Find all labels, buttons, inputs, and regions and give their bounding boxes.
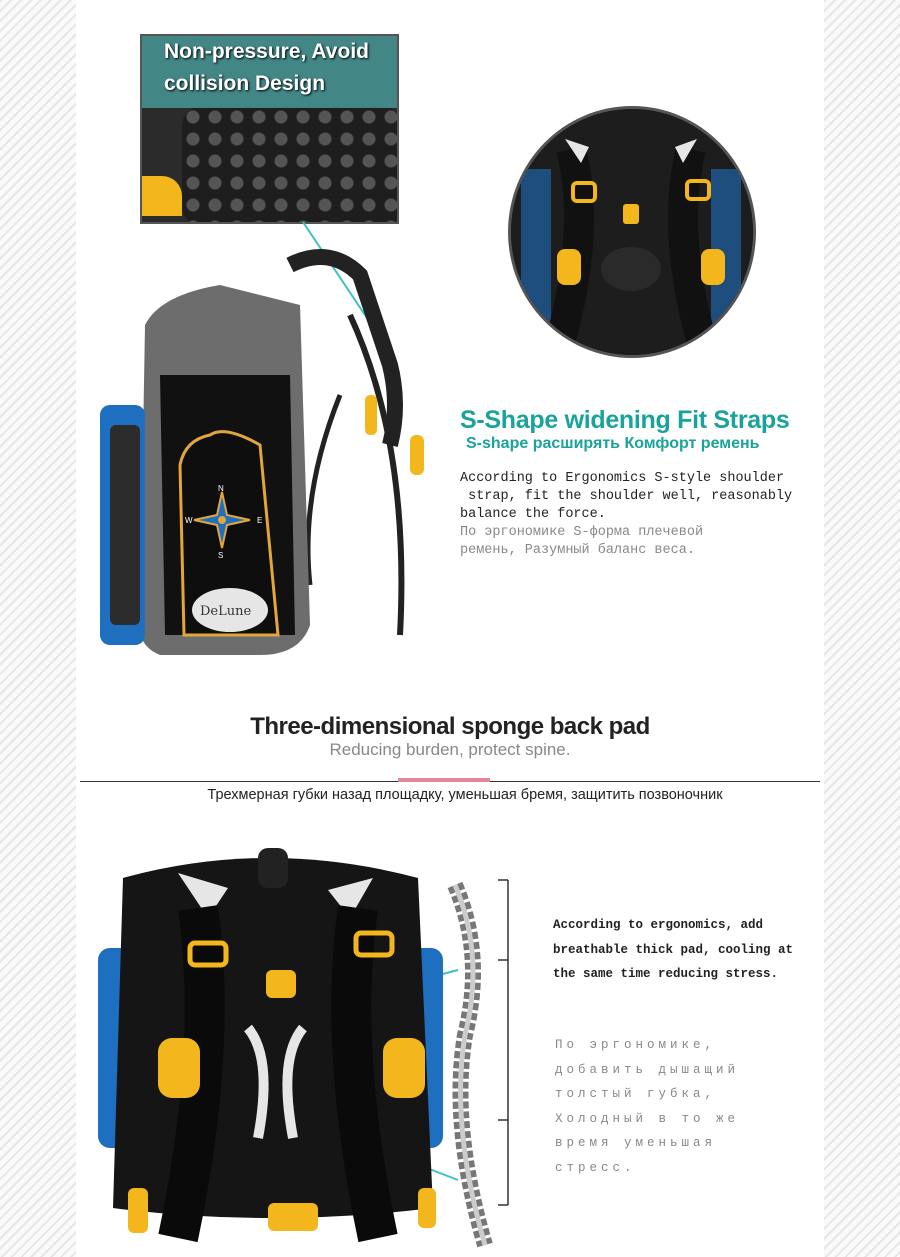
inset-line-2: collision Design	[164, 72, 326, 95]
compass-s: S	[218, 551, 224, 560]
backpack-side-view	[100, 245, 440, 665]
spine-illustration	[440, 875, 515, 1255]
backpack-back-view	[88, 848, 448, 1248]
straps-desc-en-1: According to Ergonomics S-style shoulder	[460, 471, 785, 486]
straps-desc-en-2: strap, fit the shoulder well, reasonably	[460, 489, 793, 504]
ergonomics-en-1: According to ergonomics, add	[553, 918, 764, 932]
back-pad-title: Three-dimensional sponge back pad	[250, 713, 650, 740]
back-pad-subtitle: Reducing burden, protect spine.	[329, 740, 571, 759]
ergonomics-ru-6: стресс.	[555, 1160, 636, 1175]
divider-accent	[398, 778, 490, 782]
strap-detail-illustration	[511, 109, 753, 355]
compass-w: W	[185, 516, 193, 525]
brand-logo: DeLune	[200, 604, 252, 619]
ergonomics-en-3: the same time reducing stress.	[553, 967, 779, 981]
ergonomics-ru-4: Холодный в то же	[555, 1111, 740, 1126]
compass-e: E	[257, 516, 263, 525]
ergonomics-en	[553, 913, 793, 987]
straps-desc-en-3: balance the force.	[460, 507, 606, 522]
ergonomics-ru-1: По эргономике,	[555, 1038, 717, 1052]
back-pad-ru: Трехмерная губки назад площадку, уменьшая бремя, защитить позвоночник	[207, 787, 723, 803]
ergonomics-ru	[555, 1033, 739, 1180]
ergonomics-ru-2: добавить дышащий	[555, 1062, 740, 1077]
straps-title-en: S-Shape widening Fit Straps	[460, 406, 790, 434]
inset-line-1: Non-pressure, Avoid	[164, 40, 369, 63]
straps-desc-en	[460, 470, 792, 524]
straps-title-ru: S-shape расширять Комфорт ремень	[466, 435, 760, 452]
straps-desc-ru-1: По эргономике S-форма плечевой	[460, 525, 704, 540]
straps-desc-ru	[460, 524, 703, 560]
strap-detail-circle	[508, 106, 756, 358]
straps-desc-ru-2: ремень, Разумный баланс веса.	[460, 543, 695, 558]
ergonomics-ru-5: время уменьшая	[555, 1136, 717, 1150]
ergonomics-en-2: breathable thick pad, cooling at	[553, 942, 794, 957]
compass-n: N	[218, 484, 224, 493]
ergonomics-ru-3: толстый губка,	[555, 1087, 717, 1101]
